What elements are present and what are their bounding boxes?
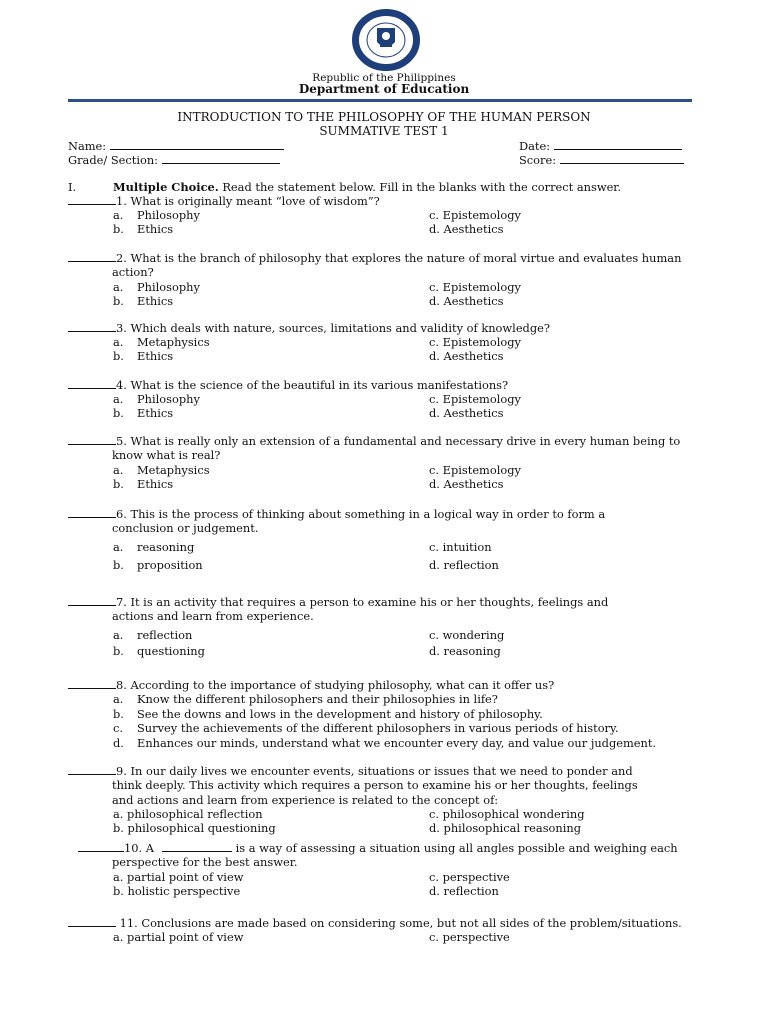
option-a[interactable] (113, 208, 200, 222)
question-continuation: conclusion or judgement. (112, 521, 259, 536)
option-d[interactable] (429, 349, 503, 363)
option-text: Metaphysics (137, 462, 210, 477)
option-text: Ethics (137, 476, 174, 491)
option-letter: b. (113, 821, 124, 836)
option-text: Survey the achievements of the different philosophers in various periods of history. (137, 721, 619, 736)
option-text: Aesthetics (443, 476, 504, 491)
question-continuation: action? (112, 265, 154, 280)
option-d[interactable] (429, 558, 499, 572)
option-d[interactable] (429, 406, 503, 420)
answer-blank[interactable] (68, 507, 116, 518)
option-letter: c. (429, 462, 440, 477)
option-letter: c. (429, 279, 440, 294)
question-7 (68, 595, 704, 624)
option-letter: b. (113, 222, 124, 237)
answer-blank[interactable] (78, 841, 124, 852)
option-text: philosophical wondering (442, 807, 585, 822)
option-letter: d. (429, 557, 440, 572)
score-label: Score: (519, 153, 557, 167)
option-text: reflection (137, 627, 193, 642)
option-c[interactable] (429, 628, 504, 642)
question-lead (68, 507, 704, 521)
option-letter: a. (113, 930, 124, 945)
question-lead (68, 378, 704, 392)
question-text: 8. According to the importance of studying philosophy, what can it offer us? (116, 678, 555, 692)
option-letter: c. (429, 539, 440, 554)
option-b[interactable] (113, 707, 543, 721)
option-letter: c. (429, 627, 440, 642)
option-text: philosophical questioning (127, 821, 276, 836)
option-b[interactable] (113, 644, 205, 658)
option-c[interactable] (429, 930, 510, 944)
question-continuation: actions and learn from experience. (112, 609, 314, 624)
option-letter: b. (113, 476, 124, 491)
option-b[interactable] (113, 558, 203, 572)
option-letter: a. (113, 335, 124, 350)
option-b[interactable] (113, 406, 173, 420)
answer-blank[interactable] (68, 251, 116, 262)
option-text: Epistemology (442, 462, 521, 477)
test-subtitle: SUMMATIVE TEST 1 (319, 124, 449, 138)
fill-in-blank[interactable] (162, 841, 232, 852)
option-text: philosophical reflection (127, 807, 263, 822)
option-text: Ethics (137, 293, 174, 308)
option-text: Philosophy (137, 392, 200, 407)
option-letter: a. (113, 807, 124, 822)
option-letter: d. (429, 476, 440, 491)
question-6 (68, 507, 704, 536)
option-text: partial point of view (127, 930, 244, 945)
option-text: Ethics (137, 222, 174, 237)
question-text: 7. It is an activity that requires a person to examine his or her thoughts, feelings and (116, 595, 609, 609)
option-letter: a. (113, 692, 124, 707)
question-lead (68, 251, 704, 265)
answer-blank[interactable] (68, 595, 116, 606)
date-field[interactable] (519, 139, 682, 153)
answer-blank[interactable] (68, 321, 116, 332)
option-letter: b. (113, 406, 124, 421)
option-text: Metaphysics (137, 335, 210, 350)
answer-blank[interactable] (68, 678, 116, 689)
question-3 (68, 321, 704, 335)
option-text: Philosophy (137, 208, 200, 223)
question-5 (68, 434, 704, 463)
option-letter: d. (429, 349, 440, 364)
option-text: wondering (442, 627, 505, 642)
option-letter: d. (113, 735, 124, 750)
option-a[interactable] (113, 692, 498, 706)
option-letter: c. (429, 930, 440, 945)
question-9 (68, 764, 704, 807)
test-title: INTRODUCTION TO THE PHILOSOPHY OF THE HUMAN PERSON (177, 110, 591, 124)
question-11 (68, 916, 704, 930)
option-text: Epistemology (442, 335, 521, 350)
option-a[interactable] (113, 930, 243, 944)
option-b[interactable] (113, 294, 173, 308)
grade-label: Grade/ Section: (68, 153, 159, 167)
answer-blank[interactable] (68, 916, 116, 927)
republic-label: Republic of the Philippines (312, 72, 456, 84)
option-a[interactable] (113, 335, 210, 349)
option-a[interactable] (113, 807, 263, 821)
option-text: See the downs and lows in the development and history of philosophy. (137, 706, 543, 721)
score-blank[interactable] (560, 153, 684, 164)
option-text: Ethics (137, 406, 174, 421)
section-instructions: Read the statement below. Fill in the blanks with the correct answer. (222, 180, 622, 194)
header-rule (68, 99, 692, 102)
option-d[interactable] (429, 821, 581, 835)
option-d[interactable] (113, 736, 656, 750)
option-letter: c. (429, 869, 440, 884)
option-text: reflection (443, 557, 499, 572)
option-text: perspective (442, 869, 510, 884)
question-lead (68, 194, 704, 208)
answer-blank[interactable] (68, 764, 116, 775)
question-text: 2. What is the branch of philosophy that explores the nature of moral virtue and evaluates human (116, 251, 682, 265)
question-number: 10. A (124, 841, 154, 855)
option-letter: a. (113, 392, 124, 407)
option-letter: a. (113, 627, 124, 642)
option-letter: b. (113, 883, 124, 898)
question-text: 11. Conclusions are made based on considering some, but not all sides of the problem/situations. (116, 916, 682, 930)
option-text: philosophical reasoning (443, 821, 582, 836)
option-text: Aesthetics (443, 222, 504, 237)
option-letter: d. (429, 643, 440, 658)
option-c[interactable] (429, 280, 521, 294)
option-letter: c. (429, 208, 440, 223)
option-text: intuition (442, 539, 492, 554)
section-number: I. (68, 180, 77, 194)
question-10 (68, 841, 704, 870)
option-letter: a. (113, 869, 124, 884)
date-label: Date: (519, 139, 551, 153)
option-d[interactable] (429, 222, 503, 236)
answer-blank[interactable] (68, 378, 116, 389)
option-letter: d. (429, 406, 440, 421)
option-a[interactable] (113, 628, 192, 642)
option-c[interactable] (429, 208, 521, 222)
section-heading (68, 180, 621, 194)
option-text: perspective (442, 930, 510, 945)
option-letter: c. (113, 721, 124, 736)
name-blank[interactable] (110, 139, 284, 150)
option-letter: b. (113, 643, 124, 658)
option-text: Epistemology (442, 208, 521, 223)
question-lead (68, 434, 704, 448)
option-c[interactable] (429, 807, 585, 821)
date-blank[interactable] (554, 139, 682, 150)
section-title: Multiple Choice. (113, 180, 219, 194)
question-8 (68, 678, 704, 692)
option-letter: b. (113, 706, 124, 721)
option-letter: d. (429, 293, 440, 308)
question-1 (68, 194, 704, 208)
option-c[interactable] (429, 540, 492, 554)
option-d[interactable] (429, 644, 501, 658)
option-letter: b. (113, 557, 124, 572)
question-lead (68, 764, 704, 778)
question-text: 5. What is really only an extension of a fundamental and necessary drive in every human being to (116, 434, 681, 448)
question-2 (68, 251, 704, 280)
option-letter: a. (113, 539, 124, 554)
option-b[interactable] (113, 222, 173, 236)
option-c[interactable] (429, 463, 521, 477)
option-text: reflection (443, 883, 499, 898)
option-text: Enhances our minds, understand what we encounter every day, and value our judgement. (137, 735, 657, 750)
question-continuation: perspective for the best answer. (112, 855, 298, 870)
option-a[interactable] (113, 280, 200, 294)
question-4 (68, 378, 704, 392)
option-letter: b. (113, 293, 124, 308)
department-label: Department of Education (298, 82, 470, 96)
name-field[interactable] (68, 139, 284, 153)
question-lead (68, 321, 704, 335)
option-letter: a. (113, 462, 124, 477)
option-d[interactable] (429, 884, 499, 898)
option-c[interactable] (113, 721, 619, 735)
option-c[interactable] (429, 335, 521, 349)
option-text: questioning (137, 643, 205, 658)
question-lead (78, 841, 704, 855)
question-continuation: and actions and learn from experience is related to the concept of: (112, 792, 499, 807)
question-lead (68, 595, 704, 609)
option-letter: c. (429, 392, 440, 407)
option-b[interactable] (113, 349, 173, 363)
option-b[interactable] (113, 477, 173, 491)
option-c[interactable] (429, 392, 521, 406)
option-letter: d. (429, 222, 440, 237)
option-text: Know the different philosophers and their philosophies in life? (137, 692, 498, 707)
grade-blank[interactable] (162, 153, 280, 164)
option-a[interactable] (113, 540, 194, 554)
question-text: is a way of assessing a situation using all angles possible and weighing each (235, 841, 678, 855)
option-text: Epistemology (442, 279, 521, 294)
option-letter: a. (113, 208, 124, 223)
question-text: 4. What is the science of the beautiful in its various manifestations? (116, 378, 509, 392)
grade-section-field[interactable] (68, 153, 280, 167)
question-text: 3. Which deals with nature, sources, limitations and validity of knowledge? (116, 321, 550, 335)
option-d[interactable] (429, 294, 503, 308)
option-d[interactable] (429, 477, 503, 491)
option-b[interactable] (113, 884, 240, 898)
question-text: 9. In our daily lives we encounter events, situations or issues that we need to ponder and (116, 764, 633, 778)
option-text: Ethics (137, 349, 174, 364)
option-letter: d. (429, 883, 440, 898)
option-letter: d. (429, 821, 440, 836)
option-text: Aesthetics (443, 293, 504, 308)
answer-blank[interactable] (68, 194, 116, 205)
option-text: Aesthetics (443, 406, 504, 421)
question-continuation: think deeply. This activity which requires a person to examine his or her thoughts, feelings (112, 778, 638, 793)
option-letter: a. (113, 279, 124, 294)
option-letter: b. (113, 349, 124, 364)
option-text: partial point of view (127, 869, 244, 884)
score-field[interactable] (519, 153, 684, 167)
answer-blank[interactable] (68, 434, 116, 445)
option-text: holistic perspective (127, 883, 241, 898)
option-a[interactable] (113, 870, 243, 884)
option-a[interactable] (113, 463, 210, 477)
option-text: proposition (137, 557, 203, 572)
name-label: Name: (68, 139, 107, 153)
option-text: reasoning (137, 539, 195, 554)
option-b[interactable] (113, 821, 276, 835)
option-text: Aesthetics (443, 349, 504, 364)
question-lead (68, 916, 704, 930)
option-text: reasoning (443, 643, 501, 658)
option-c[interactable] (429, 870, 510, 884)
question-text: 6. This is the process of thinking about something in a logical way in order to form a (116, 507, 606, 521)
question-lead (68, 678, 704, 692)
deped-seal-icon (350, 8, 422, 72)
option-a[interactable] (113, 392, 200, 406)
option-letter: c. (429, 807, 440, 822)
option-letter: c. (429, 335, 440, 350)
question-continuation: know what is real? (112, 448, 221, 463)
option-text: Philosophy (137, 279, 200, 294)
question-text: 1. What is originally meant “love of wisdom”? (116, 194, 380, 208)
option-text: Epistemology (442, 392, 521, 407)
